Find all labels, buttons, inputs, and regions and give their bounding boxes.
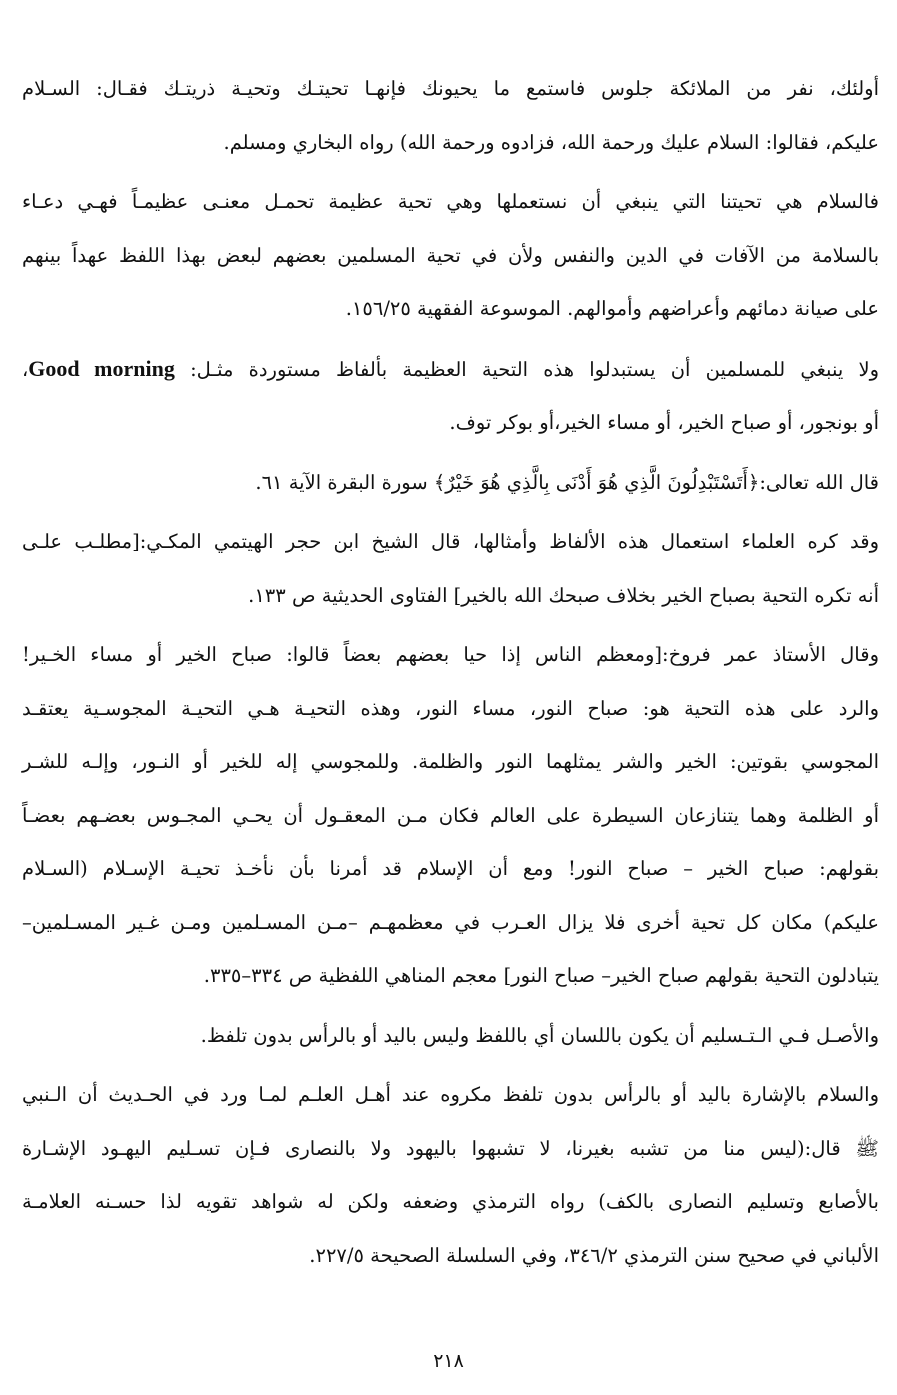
text-segment: ولا ينبغي للمسلمين أن يستبدلوا هذه التحية العظيمة بألفاظ مستوردة مثـل: [190, 357, 880, 381]
latin-phrase: Good morning [28, 355, 175, 381]
text-line [22, 342, 879, 397]
text-line: والرد على هذه التحية هو: صباح النور، مساء النور، وهذه التحيـة هـي التحيـة المجوسـية يعتقـد [22, 696, 879, 720]
text-line: وقال الأستاذ عمر فروخ:[ومعظم الناس إذا حيا بعضهم بعضاً قالوا: صباح الخير أو مساء الخـير! [22, 643, 879, 666]
document-body [22, 62, 879, 1288]
page-number: ٢١٨ [433, 1350, 464, 1372]
text-line: بقولهم: صباح الخير – صباح النور! ومع أن الإسلام قد أمرنا بأن نأخـذ تحيـة الإسـلام (السـلام [22, 857, 879, 880]
text-line: بالأصابع وتسليم النصارى بالكف) رواه الترمذي وضعفه ولكن له شواهد تقويه لذا حسـنه العلامـة [22, 1190, 879, 1213]
text-line: عليكم، فقالوا: السلام عليك ورحمة الله، فزادوه ورحمة الله) رواه البخاري ومسلم. [223, 130, 879, 154]
text-line: أو الظلمة وهما يتنازعان السيطرة على العالم فكان مـن المعقـول أن يحـي المجـوس بعضـهم بعضـاً [22, 803, 879, 827]
text-line: والأصـل فـي الـتـسليم أن يكون باللسان أي باللفظ وليس باليد أو بالرأس بدون تلفظ. [200, 1023, 879, 1047]
paragraph-salam-meaning [22, 175, 879, 336]
paragraph-hadith-angels [22, 62, 879, 169]
paragraph-gesture-greeting [22, 1068, 879, 1282]
text-line: المجوسي بقوتين: الخير والشر يمثلهما النور والظلمة. وللمجوسي إله للخير أو النـور، وإلـه للشـر [22, 750, 879, 773]
text-line: أو بونجور، أو صباح الخير، أو مساء الخير،أو بوكر توف. [449, 411, 879, 434]
text-line: الألباني في صحيح سنن الترمذي ٣٤٦/٢، وفي السلسلة الصحيحة ٢٢٧/٥. [309, 1243, 879, 1267]
text-line: قال الله تعالى:﴿أَتَسْتَبْدِلُونَ الَّذِي هُوَ أَدْنَى بِالَّذِي هُوَ خَيْرٌ﴾ سورة البقرة الآية ٦١. [255, 470, 879, 494]
text-segment: ، [22, 357, 29, 381]
text-line: وقد كره العلماء استعمال هذه الألفاظ وأمثالها، قال الشيخ ابن حجر الهيتمي المكـي:[مطلـب علـى [22, 530, 879, 553]
text-line: يتبادلون التحية بقولهم صباح الخير– صباح النور] معجم المناهي اللفظية ص ٣٣٤–٣٣٥. [203, 964, 879, 987]
text-line: على صيانة دمائهم وأعراضهم وأموالهم. الموسوعة الفقهية ١٥٦/٢٥. [345, 297, 879, 320]
text-line: ﷺ قال:(ليس منا من تشبه بغيرنا، لا تشبهوا باليهود ولا بالنصارى فـإن تسـليم اليهـود الإشـارة [22, 1136, 879, 1160]
paragraph-verbal-greeting [22, 1009, 879, 1063]
text-line: أولئك، نفر من الملائكة جلوس فاستمع ما يحيونك فإنهـا تحيتـك وتحيـة ذريتـك فقـال: السـلام [22, 77, 880, 100]
paragraph-haytami [22, 515, 879, 622]
text-line: بالسلامة من الآفات في الدين والنفس ولأن في تحية المسلمين بعضهم لبعض بهذا اللفظ عهداً بينهم [22, 243, 879, 267]
paragraph-quran-verse [22, 456, 879, 510]
paragraph-farrukh-quote [22, 628, 879, 1003]
paragraph-imported-greetings [22, 342, 879, 450]
text-line: والسلام بالإشارة باليد أو بالرأس بدون تلفظ مكروه عند أهـل العلـم لمـا ورد في الحـديث أن الـنبي [22, 1083, 879, 1106]
text-line: فالسلام هي تحيتنا التي ينبغي أن نستعملها وهي تحية عظيمة تحمـل معنـى عظيمـاً فهـي دعـاء [22, 190, 879, 213]
text-line: أنه تكره التحية بصباح الخير بخلاف صبحك الله بالخير] الفتاوى الحديثية ص ١٣٣. [248, 583, 879, 607]
text-line: عليكم) مكان كل تحية أخرى فلا يزال العـرب في معظمهـم –مـن المسـلمين ومـن غـير المسـلمين– [22, 910, 879, 934]
